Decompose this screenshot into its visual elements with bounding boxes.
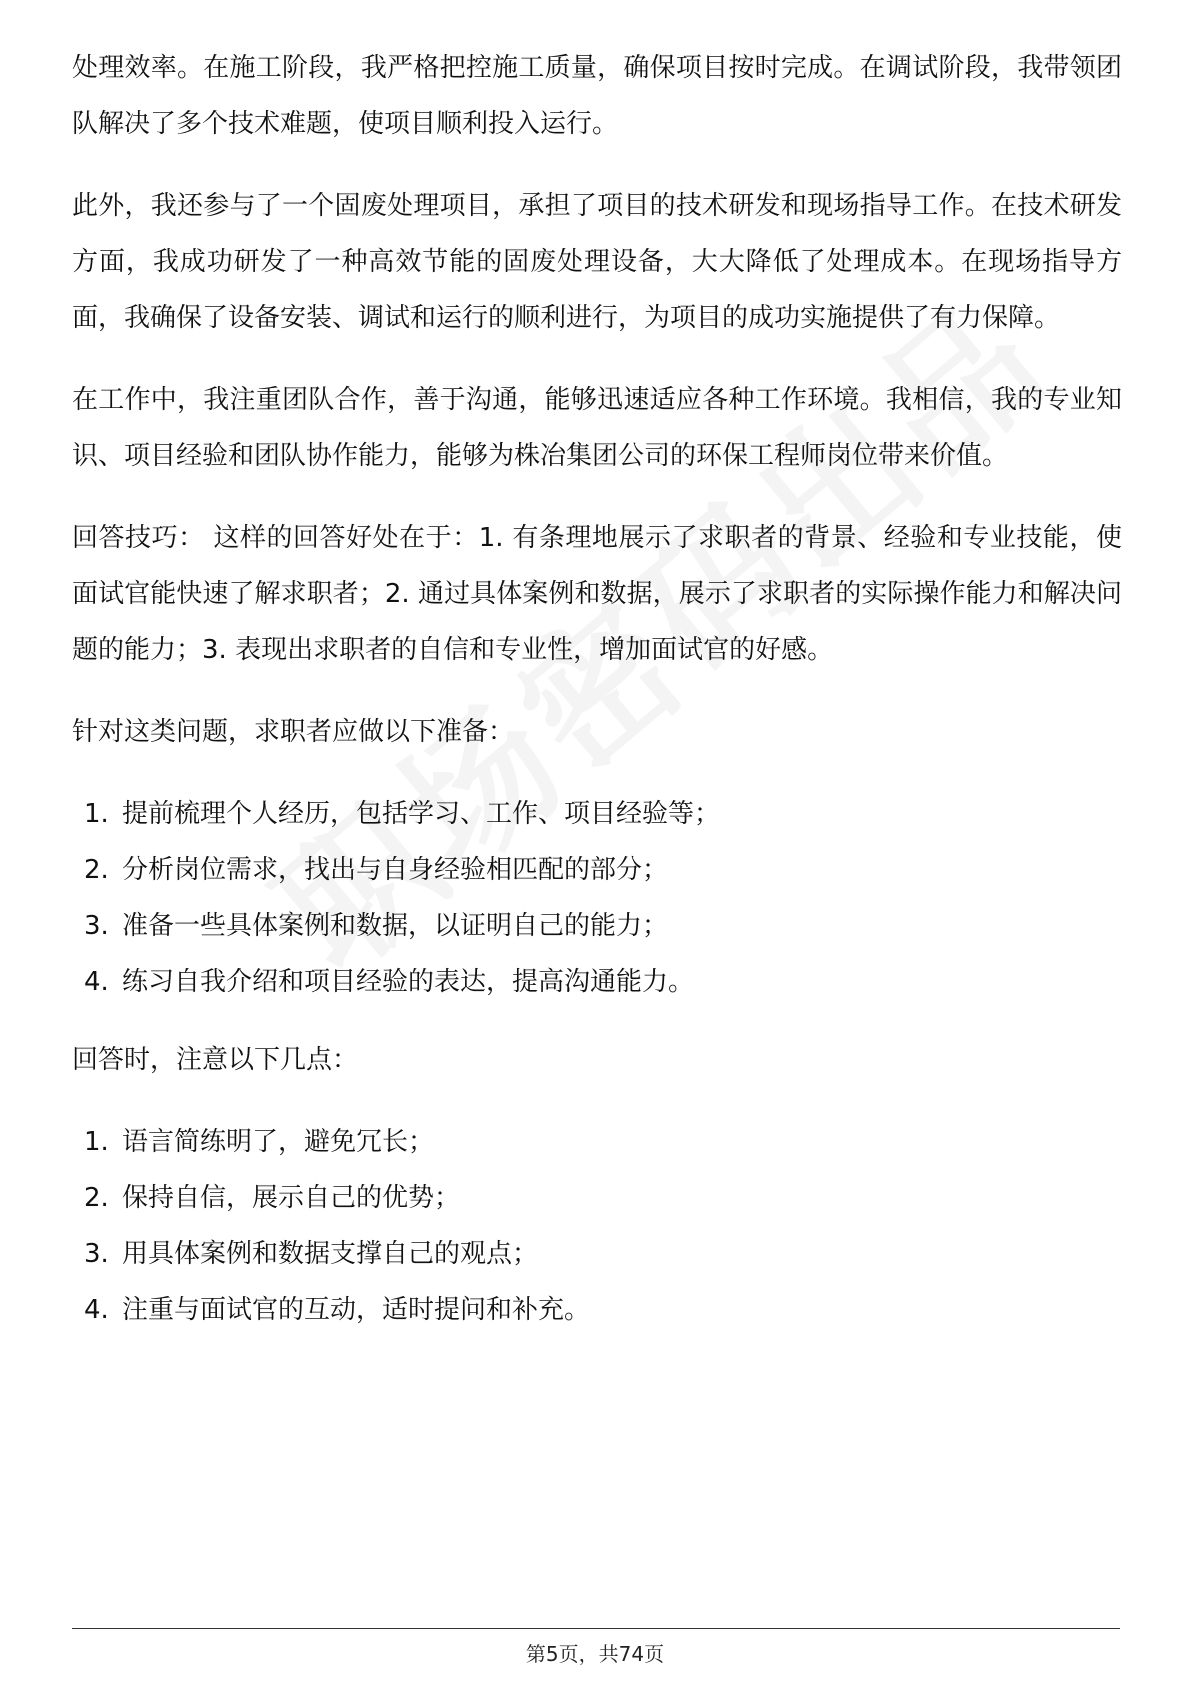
list-item: 4. 练习自我介绍和项目经验的表达，提高沟通能力。 [84, 967, 695, 997]
paragraph-answer-tips: 回答技巧： 这样的回答好处在于：1. 有条理地展示了求职者的背景、经验和专业技能，使面试官能快速了解求职者；2. 通过具体案例和数据，展示了求职者的实际操作能力和解决问题的能力；3. 表现出求职者的自信和专业性，增加面试官的好感。 [72, 523, 1122, 665]
list-item: 2. 分析岗位需求，找出与自身经验相匹配的部分； [84, 855, 669, 885]
paragraph-solid-waste-project: 此外，我还参与了一个固废处理项目，承担了项目的技术研发和现场指导工作。在技术研发方面，我成功研发了一种高效节能的固废处理设备，大大降低了处理成本。在现场指导方面，我确保了设备安装、调试和运行的顺利进行，为项目的成功实施提供了有力保障。 [72, 191, 1122, 333]
list-item: 1. 语言简练明了，避免冗长； [84, 1127, 435, 1157]
paragraph-prep-intro: 针对这类问题，求职者应做以下准备： [72, 717, 515, 747]
footer-divider [72, 1628, 1120, 1629]
list-item: 3. 用具体案例和数据支撑自己的观点； [84, 1239, 539, 1269]
list-item: 3. 准备一些具体案例和数据，以证明自己的能力； [84, 911, 669, 941]
list-item: 2. 保持自信，展示自己的优势； [84, 1183, 461, 1213]
prep-list [72, 786, 1122, 1010]
page-number: 第5页，共74页 [525, 1642, 665, 1666]
notes-list [72, 1114, 1122, 1338]
paragraph-teamwork: 在工作中，我注重团队合作，善于沟通，能够迅速适应各种工作环境。我相信，我的专业知识、项目经验和团队协作能力，能够为株冶集团公司的环保工程师岗位带来价值。 [72, 385, 1122, 471]
list-item: 1. 提前梳理个人经历，包括学习、工作、项目经验等； [84, 799, 721, 829]
paragraph-notes-intro: 回答时，注意以下几点： [72, 1045, 359, 1075]
list-item: 4. 注重与面试官的互动，适时提问和补充。 [84, 1295, 591, 1325]
paragraph-project-efficiency: 处理效率。在施工阶段，我严格把控施工质量，确保项目按时完成。在调试阶段，我带领团队解决了多个技术难题，使项目顺利投入运行。 [72, 53, 1122, 139]
document-body [72, 40, 1122, 1360]
